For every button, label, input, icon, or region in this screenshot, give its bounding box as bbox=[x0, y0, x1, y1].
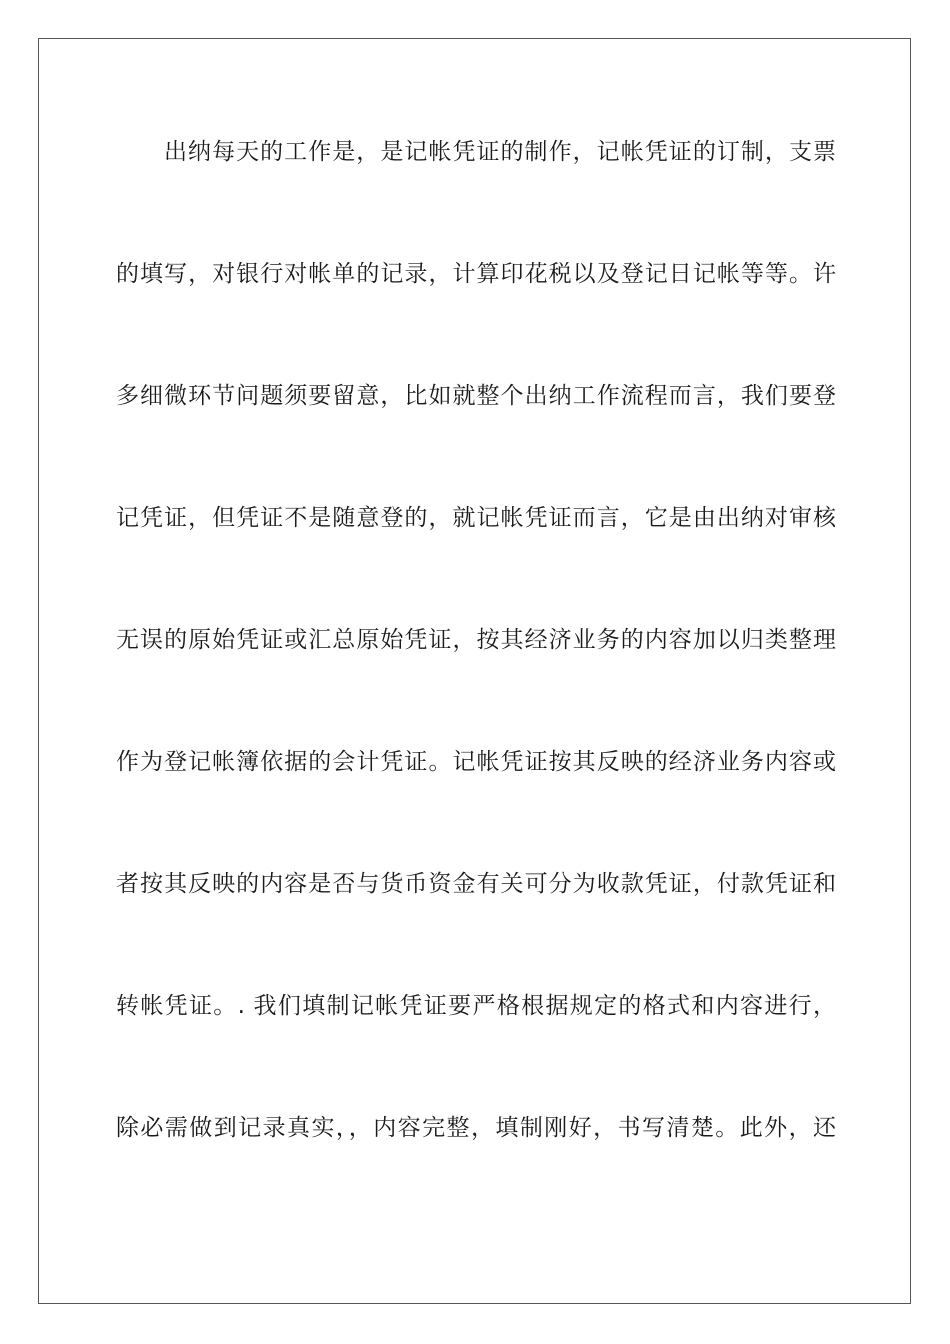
paragraph-line-2: 的填写，对银行对帐单的记录，计算印花税以及登记日记帐等等。许 bbox=[116, 261, 836, 287]
paragraph-line-9: 除必需做到记录真实，，内容完整，填制刚好，书写清楚。此外，还 bbox=[116, 1115, 836, 1141]
paragraph-line-4: 记凭证，但凭证不是随意登的，就记帐凭证而言，它是由出纳对审核 bbox=[116, 505, 836, 531]
paragraph-line-7: 者按其反映的内容是否与货币资金有关可分为收款凭证，付款凭证和 bbox=[116, 871, 836, 897]
paragraph-line-3: 多细微环节问题须要留意，比如就整个出纳工作流程而言，我们要登 bbox=[116, 383, 836, 409]
paragraph-line-6: 作为登记帐簿依据的会计凭证。记帐凭证按其反映的经济业务内容或 bbox=[116, 749, 836, 775]
paragraph-line-5: 无误的原始凭证或汇总原始凭证，按其经济业务的内容加以归类整理 bbox=[116, 627, 836, 653]
paragraph-line-1: 出纳每天的工作是，是记帐凭证的制作，记帐凭证的订制，支票 bbox=[164, 139, 836, 165]
paragraph-line-8: 转帐凭证。. 我们填制记帐凭证要严格根据规定的格式和内容进行， bbox=[116, 993, 836, 1019]
